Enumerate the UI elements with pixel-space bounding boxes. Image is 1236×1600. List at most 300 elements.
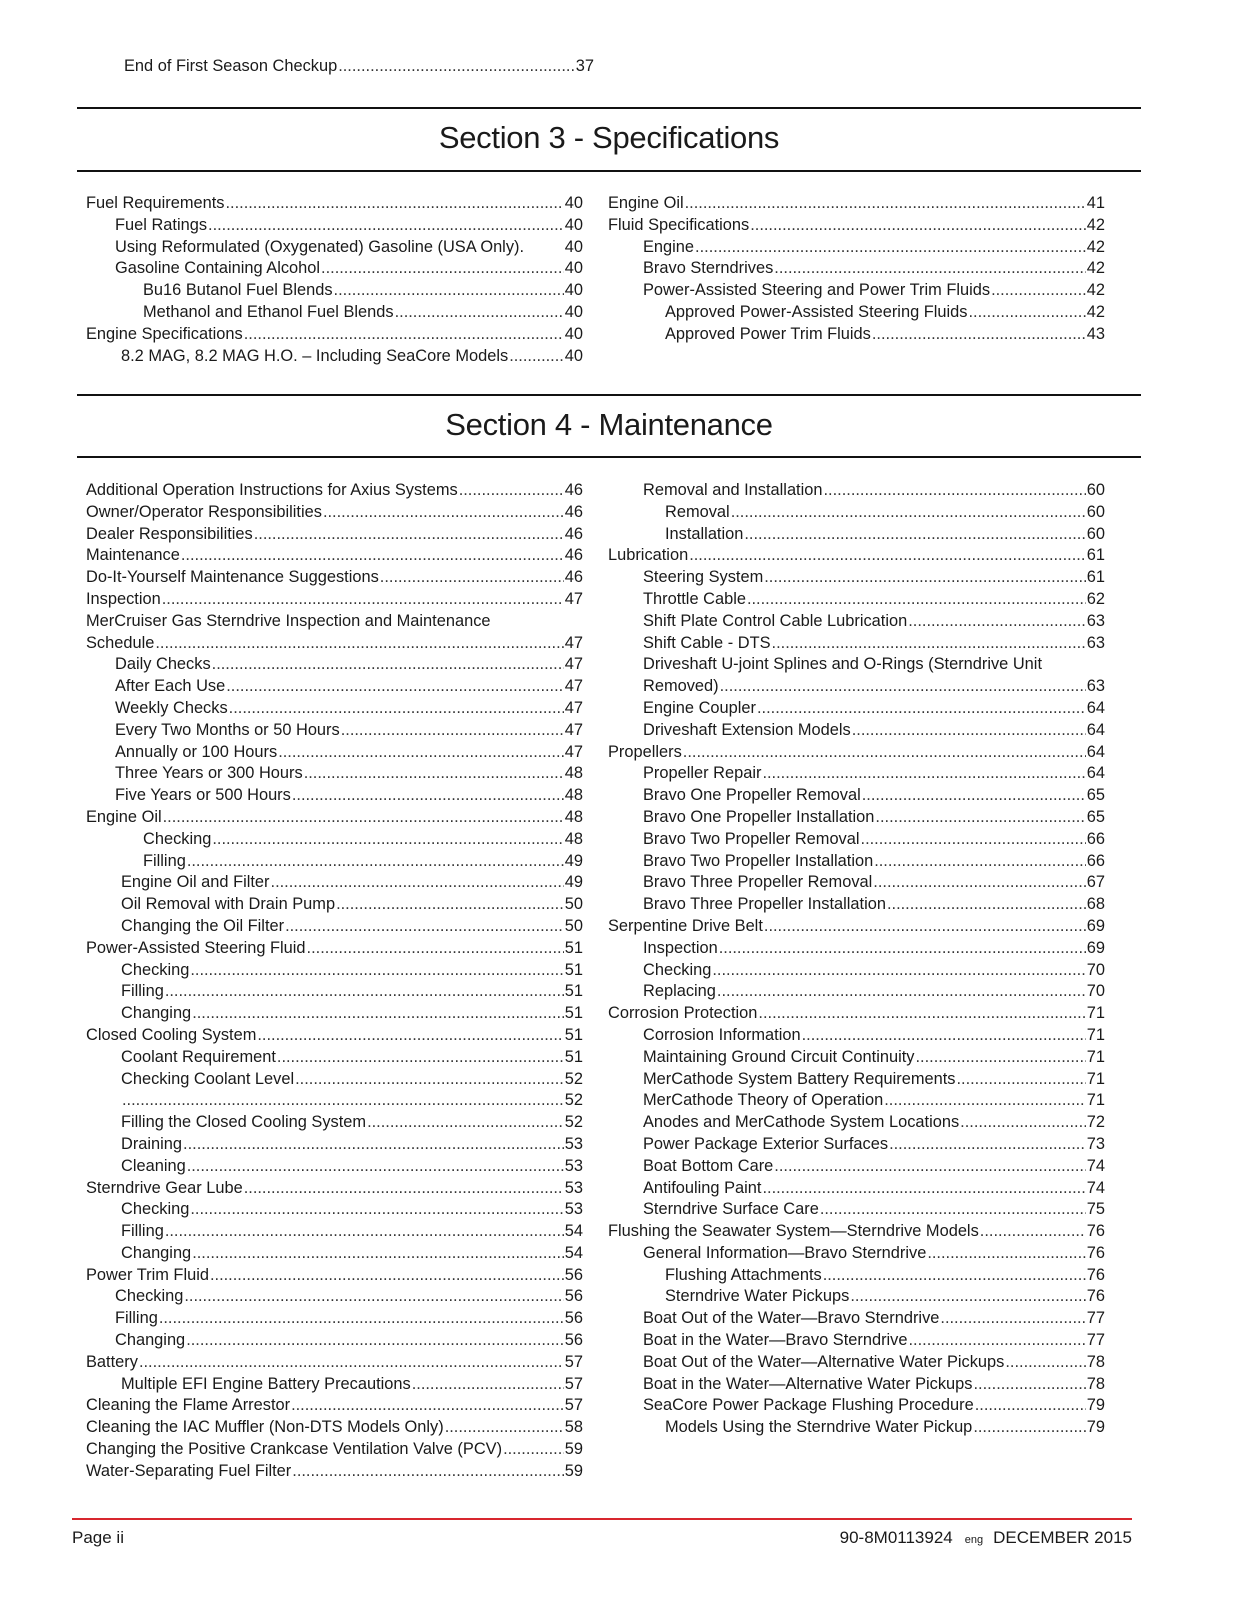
- leader-dots: [122, 1090, 564, 1112]
- toc-entry-page: 43: [1086, 324, 1105, 343]
- toc-entry-title: Boat Out of the Water—Alternative Water Pickups: [643, 1352, 1005, 1371]
- toc-entry-page: 76: [1086, 1265, 1105, 1284]
- leader-dots: [380, 567, 564, 589]
- leader-dots: [165, 981, 564, 1003]
- toc-entry[interactable]: [608, 1395, 1105, 1417]
- toc-entry[interactable]: [608, 611, 1105, 633]
- toc-entry-page: 48: [564, 829, 583, 848]
- toc-entry[interactable]: [608, 1047, 1105, 1069]
- toc-entry[interactable]: [86, 1330, 583, 1352]
- leader-dots: [747, 589, 1086, 611]
- toc-entry-title: Bravo Two Propeller Removal: [643, 829, 860, 848]
- toc-entry-title: Shift Plate Control Cable Lubrication: [643, 611, 908, 630]
- toc-entry-page: 67: [1086, 873, 1105, 892]
- toc-entry-page: 51: [564, 960, 583, 979]
- section-3-left-column: [86, 193, 583, 367]
- leader-dots: [257, 1025, 563, 1047]
- toc-entry[interactable]: [86, 1308, 583, 1330]
- toc-entry-title: Cleaning: [121, 1156, 186, 1175]
- leader-dots: [184, 1286, 563, 1308]
- toc-entry[interactable]: [86, 1417, 583, 1439]
- leader-dots: [916, 1047, 1086, 1069]
- toc-entry-title: Multiple EFI Engine Battery Precautions: [121, 1374, 411, 1393]
- toc-entry-title: Checking: [143, 829, 212, 848]
- toc-entry-title: Propeller Repair: [643, 764, 762, 783]
- toc-entry[interactable]: [608, 1090, 1105, 1112]
- toc-entry-title: Inspection: [86, 589, 161, 608]
- toc-entry[interactable]: [86, 960, 583, 982]
- toc-entry-page: 71: [1086, 1091, 1105, 1110]
- toc-entry-page: 42: [1086, 237, 1105, 256]
- leader-dots: [683, 742, 1086, 764]
- toc-entry[interactable]: [608, 302, 1105, 324]
- toc-entry[interactable]: [608, 589, 1105, 611]
- toc-entry-title: Sterndrive Surface Care: [643, 1200, 819, 1219]
- toc-entry-title-continued: Removed): [643, 677, 719, 696]
- toc-entry-title: Flushing Attachments: [665, 1265, 822, 1284]
- toc-entry-top[interactable]: [124, 56, 594, 78]
- toc-entry-title: Installation: [665, 524, 744, 543]
- toc-entry-title: Engine Oil: [86, 807, 162, 826]
- toc-entry-title: Cleaning the IAC Muffler (Non-DTS Models Only): [86, 1418, 444, 1437]
- toc-entry-title: Flushing the Seawater System—Sterndrive Models: [608, 1222, 979, 1241]
- toc-entry[interactable]: [86, 611, 583, 655]
- toc-entry[interactable]: [86, 894, 583, 916]
- toc-entry[interactable]: [86, 807, 583, 829]
- leader-dots: [212, 829, 563, 851]
- leader-dots: [695, 237, 1086, 259]
- toc-entry-page: 60: [1086, 524, 1105, 543]
- toc-entry[interactable]: [608, 1286, 1105, 1308]
- leader-dots: [139, 1352, 564, 1374]
- toc-entry-page: 42: [1086, 215, 1105, 234]
- leader-dots: [872, 324, 1086, 346]
- toc-entry-title: Three Years or 300 Hours: [115, 764, 303, 783]
- toc-entry-title: Bravo One Propeller Installation: [643, 807, 875, 826]
- toc-entry-title: General Information—Bravo Sterndrive: [643, 1243, 927, 1262]
- toc-entry-title: Replacing: [643, 982, 716, 1001]
- leader-dots: [927, 1243, 1085, 1265]
- toc-entry[interactable]: [86, 258, 583, 280]
- toc-entry-page: 76: [1086, 1287, 1105, 1306]
- toc-entry[interactable]: [608, 1374, 1105, 1396]
- toc-entry[interactable]: [86, 324, 583, 346]
- toc-entry[interactable]: [608, 1199, 1105, 1221]
- toc-entry-page: 40: [564, 259, 583, 278]
- toc-entry-title: Changing the Oil Filter: [121, 916, 285, 935]
- toc-entry[interactable]: [608, 894, 1105, 916]
- toc-entry-page: 58: [564, 1418, 583, 1437]
- leader-dots: [291, 1395, 564, 1417]
- toc-entry-page: 47: [564, 633, 583, 652]
- toc-entry-title: Driveshaft U-joint Splines and O-Rings (Sterndrive Unit: [643, 655, 1042, 674]
- leader-dots: [712, 960, 1085, 982]
- toc-entry-page: 64: [1086, 742, 1105, 761]
- toc-entry-title: Engine Oil and Filter: [121, 873, 270, 892]
- toc-entry-page: 46: [564, 568, 583, 587]
- leader-dots: [884, 1090, 1086, 1112]
- toc-entry-page: 77: [1086, 1331, 1105, 1350]
- toc-entry-page: 40: [564, 324, 583, 343]
- toc-entry-title: Models Using the Sterndrive Water Pickup: [665, 1418, 973, 1437]
- section-4-left-column: [86, 480, 583, 1483]
- toc-entry[interactable]: [608, 280, 1105, 302]
- toc-entry[interactable]: [608, 193, 1105, 215]
- leader-dots: [909, 1330, 1086, 1352]
- toc-entry[interactable]: [608, 916, 1105, 938]
- toc-entry[interactable]: [608, 1243, 1105, 1265]
- toc-entry[interactable]: [608, 698, 1105, 720]
- toc-entry[interactable]: [608, 720, 1105, 742]
- toc-entry-page: 42: [1086, 281, 1105, 300]
- leader-dots: [824, 480, 1086, 502]
- toc-entry-title: Inspection: [643, 938, 718, 957]
- toc-entry-page: 75: [1086, 1200, 1105, 1219]
- toc-entry[interactable]: [608, 763, 1105, 785]
- toc-entry[interactable]: [86, 215, 583, 237]
- toc-entry[interactable]: [86, 1178, 583, 1200]
- toc-entry-title: Sterndrive Gear Lube: [86, 1178, 243, 1197]
- leader-dots: [244, 324, 564, 346]
- toc-entry-title: Fluid Specifications: [608, 215, 750, 234]
- toc-entry[interactable]: [86, 1134, 583, 1156]
- leader-dots: [395, 302, 564, 324]
- toc-entry[interactable]: [608, 1112, 1105, 1134]
- leader-dots: [367, 1112, 564, 1134]
- toc-entry[interactable]: [86, 1090, 583, 1112]
- toc-entry[interactable]: [86, 1461, 583, 1483]
- leader-dots: [774, 258, 1085, 280]
- toc-entry-page: 62: [1086, 589, 1105, 608]
- toc-entry-page: 71: [1086, 1047, 1105, 1066]
- toc-entry[interactable]: [608, 524, 1105, 546]
- toc-entry-page: 63: [1086, 633, 1105, 652]
- leader-dots: [162, 589, 564, 611]
- toc-entry-page: 61: [1086, 568, 1105, 587]
- leader-dots: [271, 872, 564, 894]
- toc-entry-title: Power-Assisted Steering Fluid: [86, 938, 306, 957]
- toc-entry[interactable]: [86, 1156, 583, 1178]
- toc-entry-title: After Each Use: [115, 677, 226, 696]
- toc-entry[interactable]: [86, 280, 583, 302]
- toc-entry-page: 48: [564, 764, 583, 783]
- toc-entry-title: Bravo Two Propeller Installation: [643, 851, 874, 870]
- toc-entry[interactable]: [608, 1265, 1105, 1287]
- toc-entry[interactable]: [608, 1178, 1105, 1200]
- leader-dots: [762, 1178, 1085, 1200]
- leader-dots: [991, 280, 1086, 302]
- toc-entry-page: 71: [1086, 1004, 1105, 1023]
- toc-entry[interactable]: [86, 1003, 583, 1025]
- section-4-right-column: [608, 480, 1105, 1439]
- toc-entry[interactable]: [608, 785, 1105, 807]
- toc-entry[interactable]: [86, 720, 583, 742]
- toc-entry[interactable]: [608, 1352, 1105, 1374]
- footer-page-label: Page ii: [72, 1528, 124, 1547]
- toc-entry[interactable]: [86, 872, 583, 894]
- toc-entry[interactable]: [608, 567, 1105, 589]
- toc-entry[interactable]: [86, 502, 583, 524]
- toc-entry-title: Bravo One Propeller Removal: [643, 786, 861, 805]
- toc-entry-title: Maintaining Ground Circuit Continuity: [643, 1047, 915, 1066]
- toc-entry-title: Propellers: [608, 742, 682, 761]
- toc-entry[interactable]: [86, 1439, 583, 1461]
- toc-entry-title: Cleaning the Flame Arrestor: [86, 1396, 291, 1415]
- footer-doc-info: [840, 1528, 1132, 1548]
- toc-entry[interactable]: [86, 589, 583, 611]
- toc-entry[interactable]: [86, 916, 583, 938]
- toc-entry[interactable]: [86, 302, 583, 324]
- toc-entry[interactable]: [608, 829, 1105, 851]
- toc-entry[interactable]: [608, 502, 1105, 524]
- toc-entry-page: 47: [564, 589, 583, 608]
- toc-entry[interactable]: [608, 960, 1105, 982]
- toc-entry[interactable]: [86, 851, 583, 873]
- toc-entry[interactable]: [86, 763, 583, 785]
- leader-dots: [277, 1047, 564, 1069]
- leader-dots: [887, 894, 1086, 916]
- toc-entry-title: Daily Checks: [115, 655, 211, 674]
- toc-entry[interactable]: [86, 1352, 583, 1374]
- toc-entry[interactable]: [86, 829, 583, 851]
- leader-dots: [159, 1308, 564, 1330]
- toc-entry-title: Filling: [121, 1222, 164, 1241]
- toc-entry-title: Approved Power Trim Fluids: [665, 324, 871, 343]
- leader-dots: [731, 502, 1086, 524]
- toc-entry-page: 56: [564, 1309, 583, 1328]
- toc-entry-page: 56: [564, 1287, 583, 1306]
- toc-entry[interactable]: [86, 742, 583, 764]
- toc-entry-page: 76: [1086, 1222, 1105, 1241]
- toc-entry-page: 40: [564, 346, 583, 365]
- toc-entry[interactable]: [608, 1221, 1105, 1243]
- toc-entry-page: 47: [564, 720, 583, 739]
- toc-entry-title: MerCruiser Gas Sterndrive Inspection and Maintenance: [86, 611, 491, 630]
- toc-entry-page: 57: [564, 1396, 583, 1415]
- toc-entry[interactable]: [86, 524, 583, 546]
- toc-entry[interactable]: [86, 346, 583, 368]
- toc-entry[interactable]: [608, 545, 1105, 567]
- toc-entry-page: 64: [1086, 698, 1105, 717]
- toc-entry-title: Weekly Checks: [115, 698, 228, 717]
- leader-dots: [956, 1069, 1085, 1091]
- toc-entry-title: Filling the Closed Cooling System: [121, 1113, 367, 1132]
- leader-dots: [186, 1330, 564, 1352]
- leader-dots: [225, 193, 563, 215]
- toc-entry-page: 49: [564, 851, 583, 870]
- leader-dots: [509, 346, 564, 368]
- leader-dots: [850, 1286, 1085, 1308]
- toc-entry-page: 59: [564, 1440, 583, 1459]
- leader-dots: [187, 1156, 564, 1178]
- toc-entry[interactable]: [86, 567, 583, 589]
- leader-dots: [181, 545, 564, 567]
- leader-dots: [764, 567, 1086, 589]
- toc-entry-page: 57: [564, 1352, 583, 1371]
- toc-entry-title: MerCathode Theory of Operation: [643, 1091, 884, 1110]
- toc-entry-page: 51: [564, 1047, 583, 1066]
- toc-entry[interactable]: [86, 1395, 583, 1417]
- toc-entry-page: 51: [564, 1004, 583, 1023]
- toc-entry[interactable]: [608, 1308, 1105, 1330]
- leader-dots: [802, 1025, 1086, 1047]
- toc-entry[interactable]: [86, 654, 583, 676]
- toc-entry[interactable]: [608, 258, 1105, 280]
- toc-entry-title: Throttle Cable: [643, 589, 746, 608]
- toc-entry-page: 46: [564, 546, 583, 565]
- leader-dots: [292, 1461, 564, 1483]
- toc-entry[interactable]: [86, 676, 583, 698]
- toc-entry[interactable]: [608, 938, 1105, 960]
- toc-entry-title: Engine Oil: [608, 194, 684, 212]
- toc-entry-title: Checking: [115, 1287, 184, 1306]
- toc-entry-page: 63: [1086, 611, 1105, 630]
- section-3-header: [77, 107, 1141, 172]
- toc-entry[interactable]: [608, 480, 1105, 502]
- toc-entry[interactable]: [608, 872, 1105, 894]
- leader-dots: [973, 1374, 1085, 1396]
- toc-entry[interactable]: [608, 654, 1105, 698]
- section-4-title: Section 4 - Maintenance: [445, 407, 773, 442]
- toc-entry[interactable]: [608, 633, 1105, 655]
- toc-entry-title: Corrosion Information: [643, 1025, 801, 1044]
- leader-dots: [307, 938, 564, 960]
- toc-entry[interactable]: [86, 545, 583, 567]
- leader-dots: [459, 480, 564, 502]
- toc-entry-title: Five Years or 500 Hours: [115, 786, 291, 805]
- leader-dots: [973, 1417, 1085, 1439]
- toc-entry-page: 54: [564, 1222, 583, 1241]
- toc-entry[interactable]: [86, 1069, 583, 1091]
- toc-entry-title: Changing the Positive Crankcase Ventilation Valve (PCV): [86, 1440, 503, 1459]
- toc-entry-title: Boat Out of the Water—Bravo Sterndrive: [643, 1309, 940, 1328]
- leader-dots: [873, 872, 1085, 894]
- toc-entry-page: 53: [564, 1178, 583, 1197]
- toc-entry[interactable]: [86, 1047, 583, 1069]
- toc-entry[interactable]: [86, 193, 583, 215]
- toc-entry-page: 56: [564, 1265, 583, 1284]
- toc-entry-page: 53: [564, 1200, 583, 1219]
- leader-dots: [334, 280, 564, 302]
- toc-entry[interactable]: [86, 1286, 583, 1308]
- toc-entry[interactable]: [86, 1374, 583, 1396]
- toc-entry[interactable]: [86, 1112, 583, 1134]
- toc-entry[interactable]: [608, 1417, 1105, 1439]
- toc-entry[interactable]: [86, 237, 583, 259]
- toc-entry-title: Power-Assisted Steering and Power Trim Fluids: [643, 281, 991, 300]
- toc-entry[interactable]: [608, 1330, 1105, 1352]
- toc-entry-page: 46: [564, 524, 583, 543]
- toc-entry-page: 41: [1086, 194, 1105, 212]
- toc-entry-title: Boat in the Water—Alternative Water Pickups: [643, 1374, 973, 1393]
- toc-entry[interactable]: [608, 742, 1105, 764]
- leader-dots: [304, 763, 564, 785]
- toc-entry[interactable]: [86, 1265, 583, 1287]
- toc-entry[interactable]: [608, 981, 1105, 1003]
- toc-entry-title: Water-Separating Fuel Filter: [86, 1461, 292, 1480]
- leader-dots: [190, 960, 563, 982]
- toc-entry-title: Serpentine Drive Belt: [608, 916, 763, 935]
- toc-entry[interactable]: [608, 851, 1105, 873]
- toc-entry-page: 47: [564, 698, 583, 717]
- toc-entry-page: 53: [564, 1134, 583, 1153]
- toc-entry-title: Annually or 100 Hours: [115, 742, 278, 761]
- footer-doc-number: 90-8M0113924: [839, 1528, 953, 1547]
- toc-entry[interactable]: [86, 1221, 583, 1243]
- leader-dots: [338, 56, 575, 78]
- leader-dots: [940, 1308, 1085, 1330]
- leader-dots: [758, 1003, 1085, 1025]
- leader-dots: [719, 938, 1086, 960]
- toc-entry-page: 37: [575, 57, 594, 75]
- leader-dots: [762, 763, 1085, 785]
- toc-entry[interactable]: [86, 1199, 583, 1221]
- toc-entry[interactable]: [86, 1025, 583, 1047]
- toc-entry[interactable]: [86, 785, 583, 807]
- toc-entry-title: Driveshaft Extension Models: [643, 720, 851, 739]
- toc-entry-page: 71: [1086, 1069, 1105, 1088]
- toc-entry[interactable]: [86, 981, 583, 1003]
- toc-entry-page: 51: [564, 938, 583, 957]
- toc-entry[interactable]: [608, 1003, 1105, 1025]
- toc-entry-page: 46: [564, 481, 583, 499]
- toc-entry-page: 60: [1086, 481, 1105, 499]
- section-4-header: [77, 394, 1141, 458]
- toc-entry[interactable]: [608, 1156, 1105, 1178]
- leader-dots: [861, 829, 1086, 851]
- toc-entry[interactable]: [608, 1134, 1105, 1156]
- toc-entry-page: 79: [1086, 1396, 1105, 1415]
- toc-entry[interactable]: [608, 1069, 1105, 1091]
- toc-entry[interactable]: [608, 237, 1105, 259]
- leader-dots: [764, 916, 1086, 938]
- toc-entry-page: 40: [564, 281, 583, 300]
- toc-entry-title: Fuel Ratings: [115, 215, 208, 234]
- toc-entry-title: Using Reformulated (Oxygenated) Gasoline (USA Only).: [115, 237, 525, 256]
- toc-entry-page: 52: [564, 1069, 583, 1088]
- toc-entry-page: 60: [1086, 502, 1105, 521]
- toc-entry-title: Methanol and Ethanol Fuel Blends: [143, 302, 394, 321]
- leader-dots: [980, 1221, 1086, 1243]
- leader-dots: [192, 1243, 564, 1265]
- toc-entry-page: 50: [564, 916, 583, 935]
- toc-entry-title: Boat Bottom Care: [643, 1156, 774, 1175]
- toc-entry-page: 78: [1086, 1374, 1105, 1393]
- toc-entry[interactable]: [608, 807, 1105, 829]
- leader-dots: [852, 720, 1086, 742]
- leader-dots: [975, 1395, 1086, 1417]
- toc-entry-page: 76: [1086, 1243, 1105, 1262]
- toc-entry[interactable]: [86, 480, 583, 502]
- toc-entry[interactable]: [608, 1025, 1105, 1047]
- toc-entry[interactable]: [86, 938, 583, 960]
- leader-dots: [190, 1199, 563, 1221]
- leader-dots: [744, 524, 1085, 546]
- leader-dots: [757, 698, 1086, 720]
- toc-entry[interactable]: [608, 324, 1105, 346]
- leader-dots: [155, 633, 563, 655]
- toc-entry-page: 64: [1086, 764, 1105, 783]
- toc-entry[interactable]: [608, 215, 1105, 237]
- toc-entry[interactable]: [86, 1243, 583, 1265]
- toc-entry-title: MerCathode System Battery Requirements: [643, 1069, 956, 1088]
- leader-dots: [820, 1199, 1086, 1221]
- toc-entry-page: 69: [1086, 916, 1105, 935]
- toc-entry-page: 56: [564, 1331, 583, 1350]
- toc-entry-title: Changing: [115, 1331, 186, 1350]
- toc-entry-title: Engine: [643, 237, 695, 256]
- toc-entry[interactable]: [86, 698, 583, 720]
